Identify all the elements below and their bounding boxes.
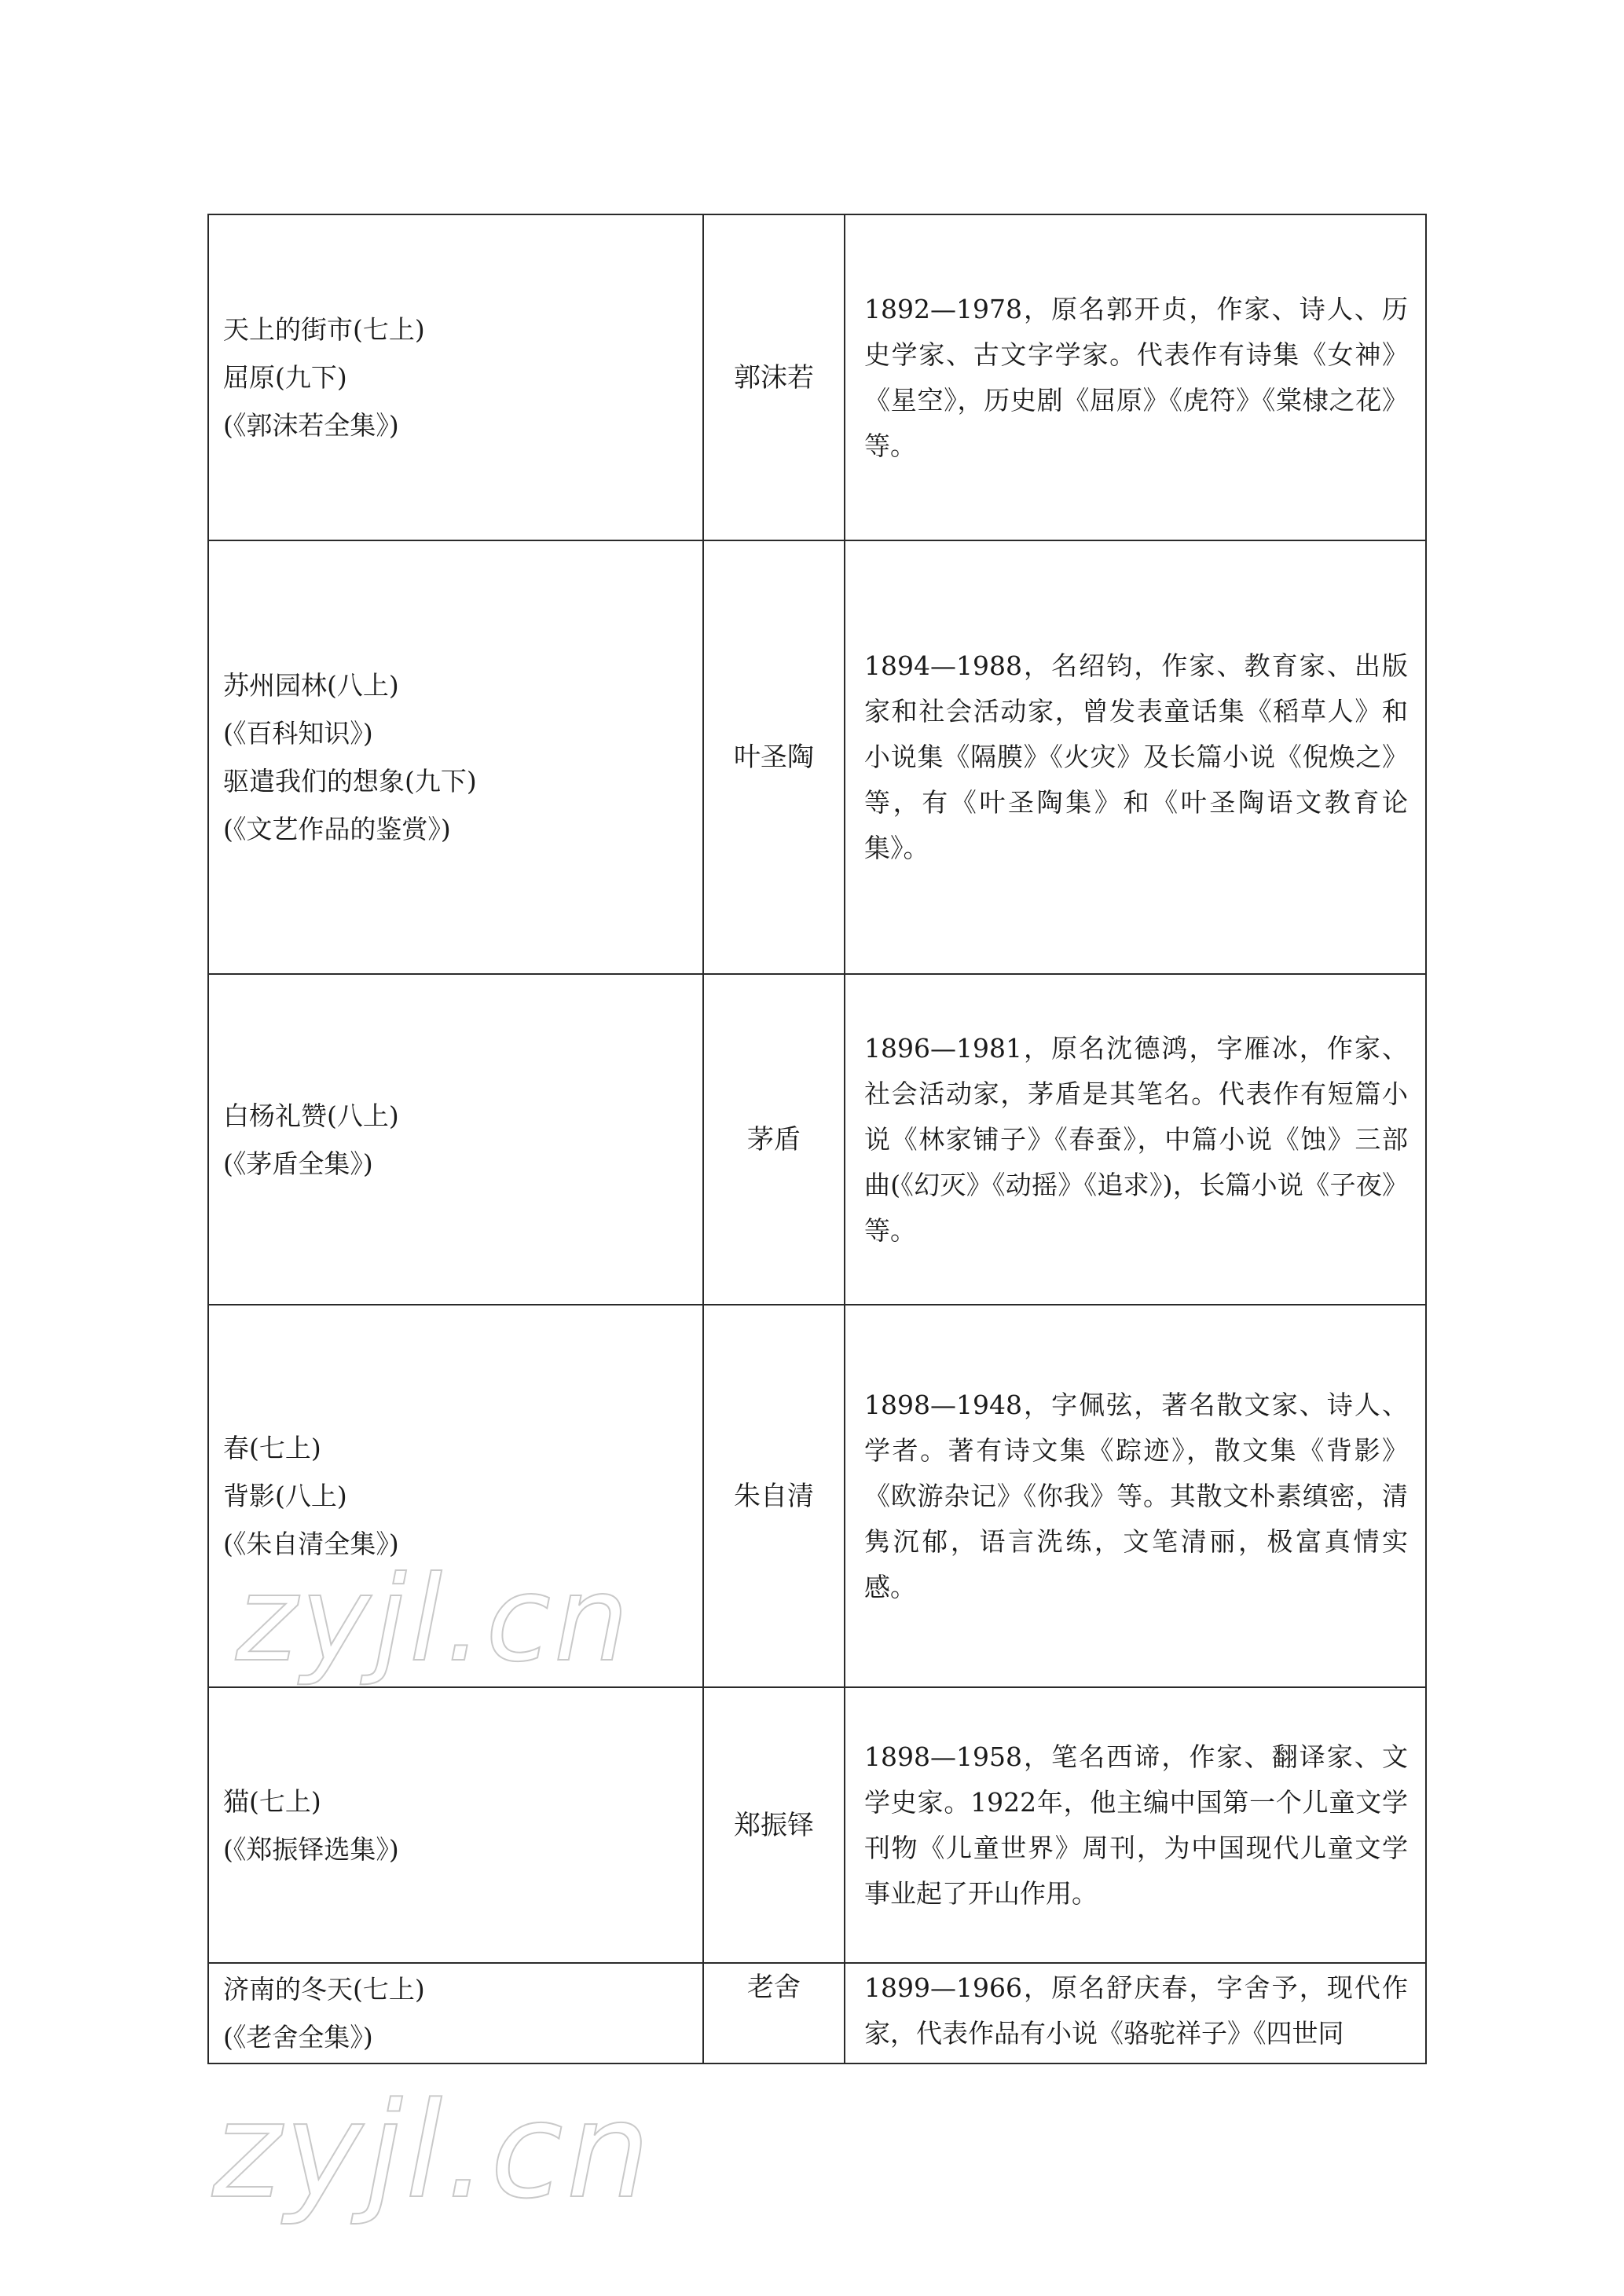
- table-row: [208, 974, 1426, 1305]
- author-bio: 1898—1948，字佩弦，著名散文家、诗人、学者。著有诗文集《踪迹》，散文集《背影》《欧游杂记》《你我》等。其散文朴素缜密，清隽沉郁，语言洗练，文笔清丽，极富真情实感。: [864, 1389, 1408, 1602]
- work-title: 驱遣我们的想象(九下): [223, 766, 477, 796]
- author-bio: 1894—1988，名绍钧，作家、教育家、出版家和社会活动家，曾发表童话集《稻草人》和小说集《隔膜》《火灾》及长篇小说《倪焕之》等，有《叶圣陶集》和《叶圣陶语文教育论集》。: [864, 650, 1408, 863]
- work-title: 苏州园林(八上): [223, 670, 399, 701]
- table-row: [208, 214, 1426, 540]
- author-bio: 1898—1958，笔名西谛，作家、翻译家、文学史家。1922年，他主编中国第一个儿童文学刊物《儿童世界》周刊，为中国现代儿童文学事业起了开山作用。: [864, 1741, 1408, 1909]
- works-cell: [208, 1687, 703, 1963]
- author-name: 郑振铎: [734, 1809, 814, 1841]
- author-name: 郭沫若: [734, 361, 814, 394]
- table-row: [208, 1687, 1426, 1963]
- table-row: [208, 1963, 1426, 2063]
- bio-cell: [845, 540, 1426, 974]
- author-cell: [703, 1305, 845, 1687]
- author-cell: [703, 540, 845, 974]
- work-source: (《郑振铎选集》): [223, 1833, 399, 1865]
- author-bio: 1892—1978，原名郭开贞，作家、诗人、历史学家、古文字学家。代表作有诗集《女神》《星空》，历史剧《屈原》《虎符》《棠棣之花》等。: [864, 293, 1408, 461]
- works-cell: [208, 540, 703, 974]
- work-source: (《文艺作品的鉴赏》): [223, 814, 451, 844]
- work-title: 猫(七上): [223, 1785, 321, 1817]
- author-bio: 1896—1981，原名沈德鸿，字雁冰，作家、社会活动家，茅盾是其笔名。代表作有短篇小说《林家铺子》《春蚕》，中篇小说《蚀》三部曲(《幻灭》《动摇》《追求》)，长篇小说《子夜》等。: [864, 1032, 1408, 1246]
- bio-cell: [845, 214, 1426, 540]
- work-source: (《百科知识》): [223, 718, 373, 749]
- work-title: 背影(八上): [223, 1481, 347, 1511]
- work-title: 白杨礼赞(八上): [223, 1100, 399, 1131]
- author-cell: [703, 974, 845, 1305]
- work-source: (《老舍全集》): [223, 2022, 373, 2052]
- work-source: (《朱自清全集》): [223, 1529, 399, 1559]
- author-cell: [703, 214, 845, 540]
- author-cell: [703, 1687, 845, 1963]
- works-cell: [208, 1963, 703, 2063]
- table-row: [208, 540, 1426, 974]
- work-title: 春(七上): [223, 1433, 321, 1463]
- watermark: zyjl.cn: [212, 2074, 654, 2228]
- bio-cell: [845, 1305, 1426, 1687]
- author-name: 朱自清: [734, 1480, 814, 1512]
- bio-cell: [845, 974, 1426, 1305]
- work-source: (《茅盾全集》): [223, 1148, 373, 1179]
- work-title: 济南的冬天(七上): [223, 1974, 425, 2005]
- bio-cell: [845, 1963, 1426, 2063]
- work-source: (《郭沫若全集》): [223, 410, 399, 441]
- author-name: 茅盾: [747, 1123, 801, 1155]
- author-name: 老舍: [747, 1972, 801, 2003]
- work-title: 屈原(九下): [223, 362, 347, 393]
- author-info-table: [207, 214, 1427, 2064]
- author-bio: 1899—1966，原名舒庆春，字舍予，现代作家，代表作品有小说《骆驼祥子》《四世同: [864, 1972, 1408, 2049]
- works-cell: [208, 974, 703, 1305]
- works-cell: [208, 214, 703, 540]
- bio-cell: [845, 1687, 1426, 1963]
- work-title: 天上的街市(七上): [223, 314, 425, 345]
- author-name: 叶圣陶: [734, 742, 814, 773]
- author-cell: [703, 1963, 845, 2063]
- watermark: zyjl.cn: [236, 1551, 632, 1688]
